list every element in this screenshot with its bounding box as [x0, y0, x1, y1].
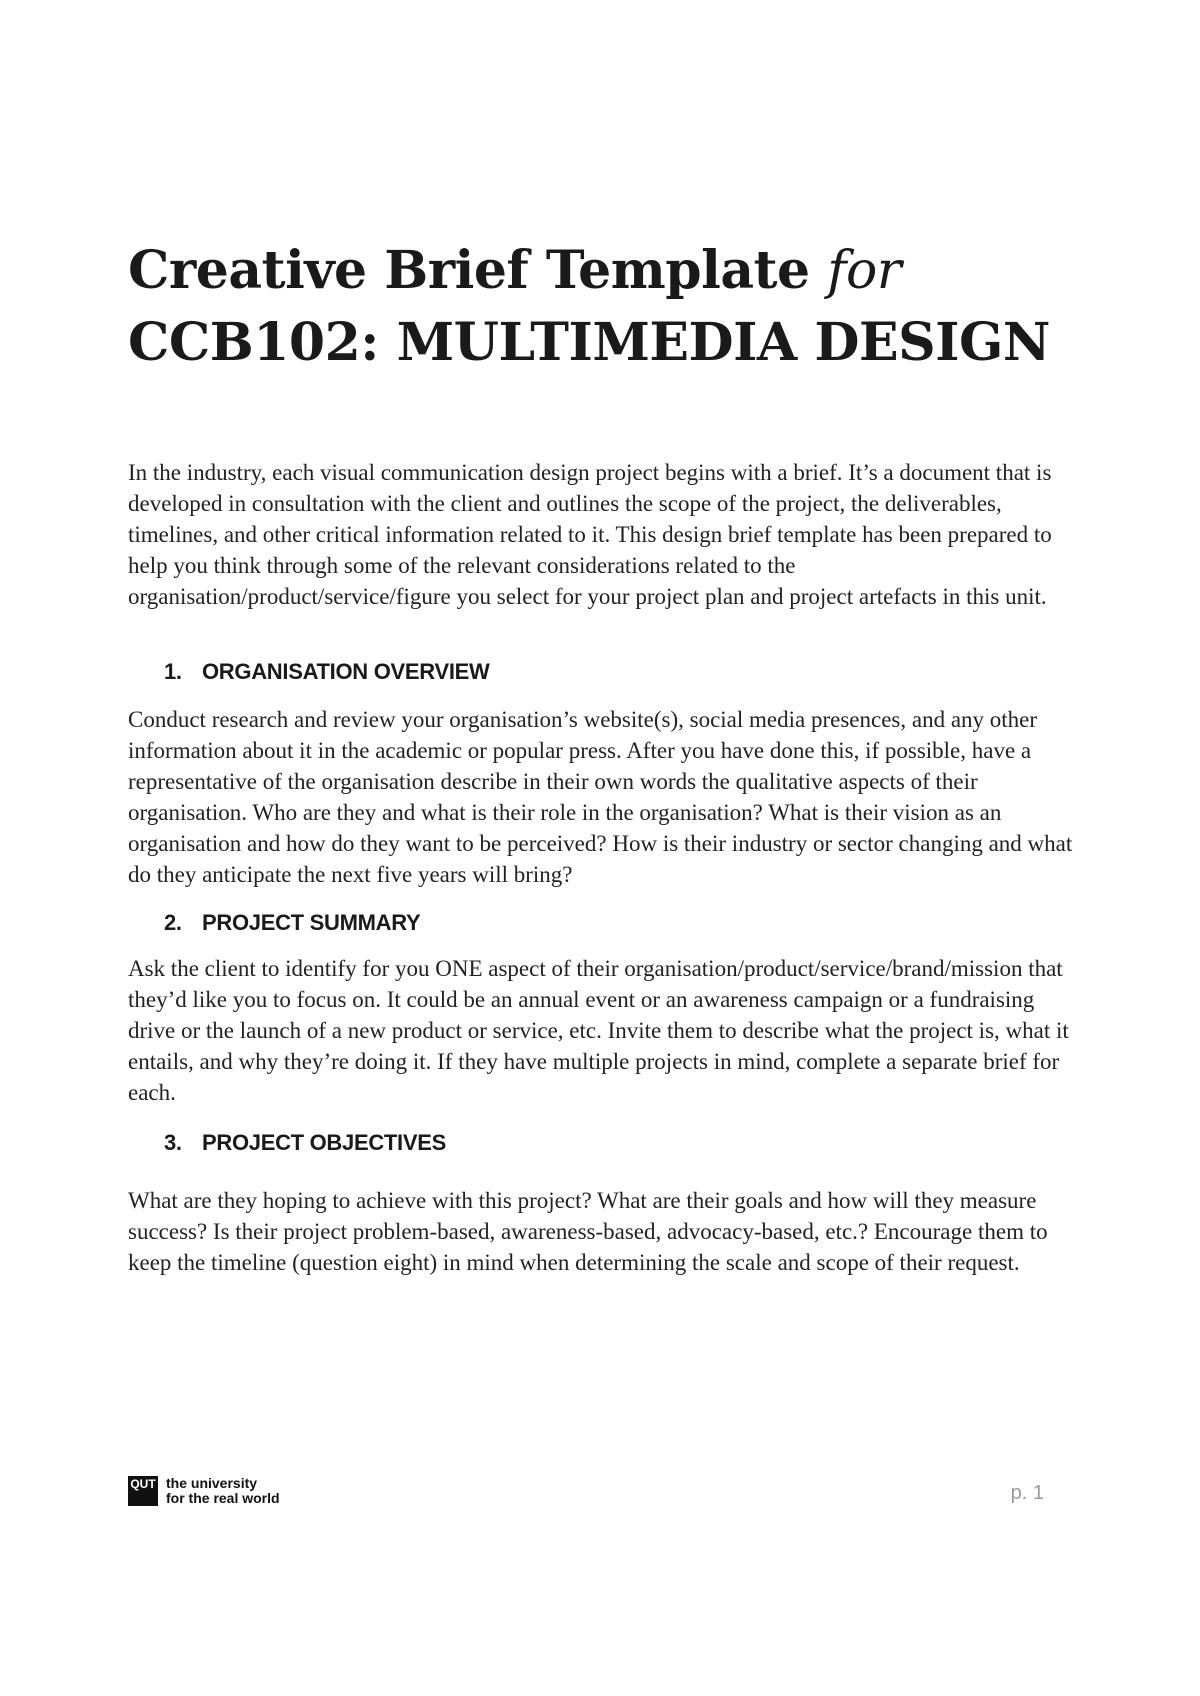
section-heading-project-summary	[164, 909, 420, 937]
section-title: ORGANISATION OVERVIEW	[202, 659, 490, 684]
page-number: p. 1	[1010, 1482, 1044, 1504]
section-body-project-objectives: What are they hoping to achieve with this project? What are their goals and how will they measure success? Is their project problem-based, awareness-based, advocacy-based, etc.? Encourage them to keep the timeline (question eight) in mind when determining the scale and scope of their request.	[128, 1188, 1048, 1275]
tagline-line-1: the university	[166, 1475, 258, 1491]
title-course-text: CCB102: MULTIMEDIA DESIGN	[128, 312, 1050, 373]
section-heading-organisation-overview	[164, 658, 489, 686]
qut-logo-mark: QUT	[128, 1476, 158, 1506]
intro-paragraph: In the industry, each visual communication design project begins with a brief. It’s a document that is developed in consultation with the client and outlines the scope of the project, the deliverables, timelines, and other critical information related to it. This design brief template has been prepared to help you think through some of the relevant considerations related to the organisation/product/service/figure you select for your project plan and project artefacts in this unit.	[128, 460, 1052, 609]
university-tagline	[166, 1476, 280, 1506]
university-logo	[128, 1476, 280, 1506]
section-number: 1.	[164, 659, 182, 684]
section-number: 3.	[164, 1130, 182, 1155]
title-italic-text: for	[827, 241, 902, 301]
section-body-organisation-overview: Conduct research and review your organisation’s website(s), social media presences, and any other information about it in the academic or popular press. After you have done this, if possible, have a representative of the organisation describe in their own words the qualitative aspects of their organisation. Who are they and what is their role in the organisation? What is their vision as an organisation and how do they want to be perceived? How is their industry or sector changing and what do they anticipate the next five years will bring?	[128, 707, 1073, 887]
section-number: 2.	[164, 910, 182, 935]
title-main-text: Creative Brief Template	[128, 240, 828, 301]
section-body-project-summary: Ask the client to identify for you ONE aspect of their organisation/product/service/brand/mission that they’d like you to focus on. It could be an annual event or an awareness campaign or a fundraising drive or the launch of a new product or service, etc. Invite them to describe what the project is, what it entails, and why they’re doing it. If they have multiple projects in mind, complete a separate brief for each.	[128, 956, 1069, 1105]
section-heading-project-objectives	[164, 1129, 446, 1157]
tagline-line-2: for the real world	[166, 1490, 280, 1506]
section-title: PROJECT OBJECTIVES	[202, 1130, 446, 1155]
section-title: PROJECT SUMMARY	[202, 910, 421, 935]
document-title	[128, 235, 1078, 379]
